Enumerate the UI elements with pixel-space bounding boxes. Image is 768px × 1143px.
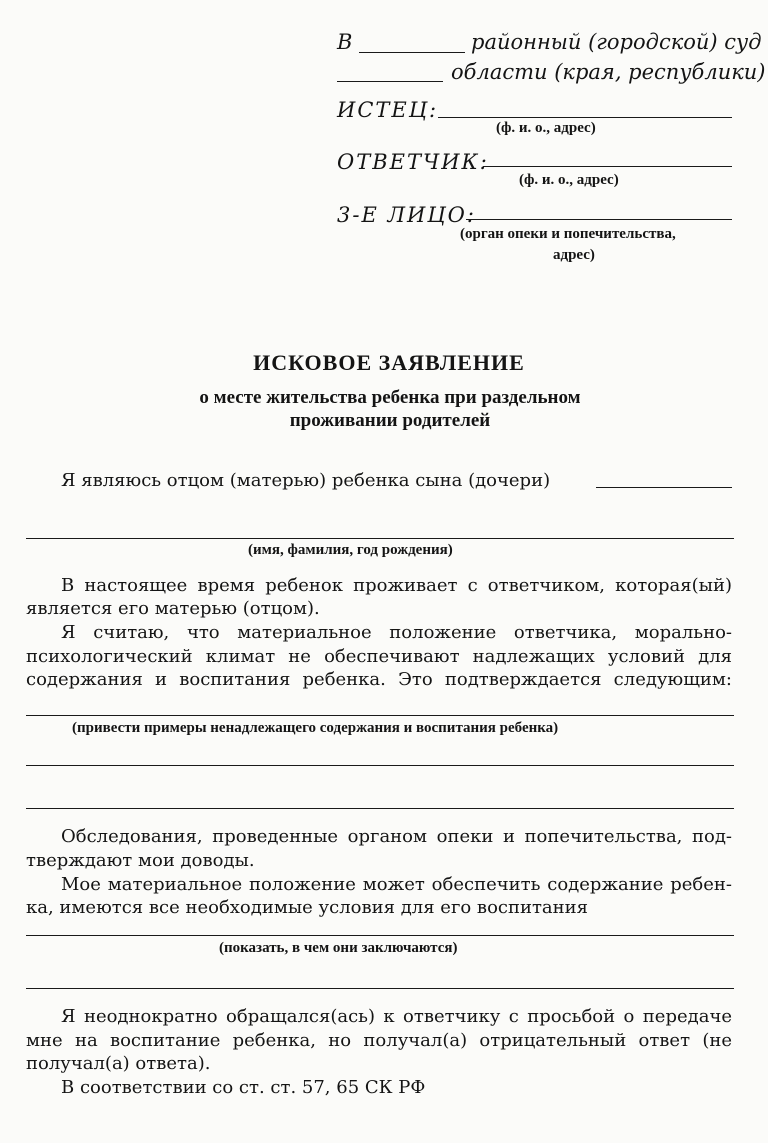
child-name-blank-1[interactable] bbox=[596, 487, 732, 488]
third-party-hint: (орган опеки и попечительства, bbox=[460, 226, 676, 242]
plaintiff-hint: (ф. и. о., адрес) bbox=[496, 120, 596, 136]
plaintiff-label: ИСТЕЦ: bbox=[337, 98, 439, 122]
conditions-blank-1[interactable] bbox=[26, 935, 734, 936]
plaintiff-blank[interactable] bbox=[438, 117, 732, 118]
paragraph-opinion-line3: содержания и воспитания ребенка. Это подтверждается следующим: bbox=[26, 669, 732, 690]
court-prefix: В bbox=[337, 30, 353, 54]
paragraph-opinion-line2: психологический климат не обеспечивают надлежащих условий для bbox=[26, 646, 732, 667]
paragraph-residence-line2: является его матерью (отцом). bbox=[26, 598, 320, 619]
child-info-hint: (имя, фамилия, год рождения) bbox=[248, 542, 453, 558]
defendant-label: ОТВЕТЧИК: bbox=[337, 150, 489, 174]
examples-blank-2[interactable] bbox=[26, 765, 734, 766]
paragraph-requests-line2: мне на воспитание ребенка, но получал(а) отрицательный ответ (не bbox=[26, 1030, 732, 1051]
third-party-label: 3-Е ЛИЦО: bbox=[337, 203, 476, 227]
paragraph-inspection-line2: тверждают мои доводы. bbox=[26, 850, 255, 871]
third-party-hint-address: адрес) bbox=[553, 247, 595, 263]
document-title: ИСКОВОЕ ЗАЯВЛЕНИЕ bbox=[253, 350, 525, 375]
paragraph-opinion-line1: Я считаю, что материальное положение ответчика, морально- bbox=[61, 622, 732, 643]
conditions-hint: (показать, в чем они заключаются) bbox=[219, 940, 458, 956]
defendant-hint: (ф. и. о., адрес) bbox=[519, 172, 619, 188]
examples-blank-1[interactable] bbox=[26, 715, 734, 716]
paragraph-means-line1: Мое материальное положение может обеспечить содержание ребен- bbox=[61, 874, 732, 895]
defendant-blank[interactable] bbox=[483, 166, 732, 167]
conditions-blank-2[interactable] bbox=[26, 988, 734, 989]
paragraph-requests-line3: получал(а) ответа). bbox=[26, 1053, 211, 1074]
court-type-label: районный (городской) суд bbox=[471, 30, 762, 54]
paragraph-parent-status: Я являюсь отцом (матерью) ребенка сына (дочери) bbox=[61, 470, 551, 491]
document-subtitle-line1: о месте жительства ребенка при раздельном bbox=[199, 387, 581, 408]
region-label: области (края, республики) bbox=[451, 60, 766, 84]
document-subtitle-line2: проживании родителей bbox=[289, 410, 491, 431]
child-name-blank-2[interactable] bbox=[26, 538, 734, 539]
paragraph-requests-line1: Я неоднократно обращался(ась) к ответчику с просьбой о передаче bbox=[61, 1006, 732, 1027]
region-blank[interactable] bbox=[337, 81, 443, 82]
court-district-blank[interactable] bbox=[359, 52, 465, 53]
paragraph-means-line2: ка, имеются все необходимые условия для его воспитания bbox=[26, 897, 589, 918]
examples-blank-3[interactable] bbox=[26, 808, 734, 809]
paragraph-residence-line1: В настоящее время ребенок проживает с ответчиком, которая(ый) bbox=[61, 575, 732, 596]
third-party-blank[interactable] bbox=[466, 219, 732, 220]
paragraph-inspection-line1: Обследования, проведенные органом опеки и попечительства, под- bbox=[61, 826, 732, 847]
examples-hint: (привести примеры ненадлежащего содержания и воспитания ребенка) bbox=[72, 720, 559, 736]
paragraph-legal-basis: В соответствии со ст. ст. 57, 65 СК РФ bbox=[61, 1077, 426, 1098]
